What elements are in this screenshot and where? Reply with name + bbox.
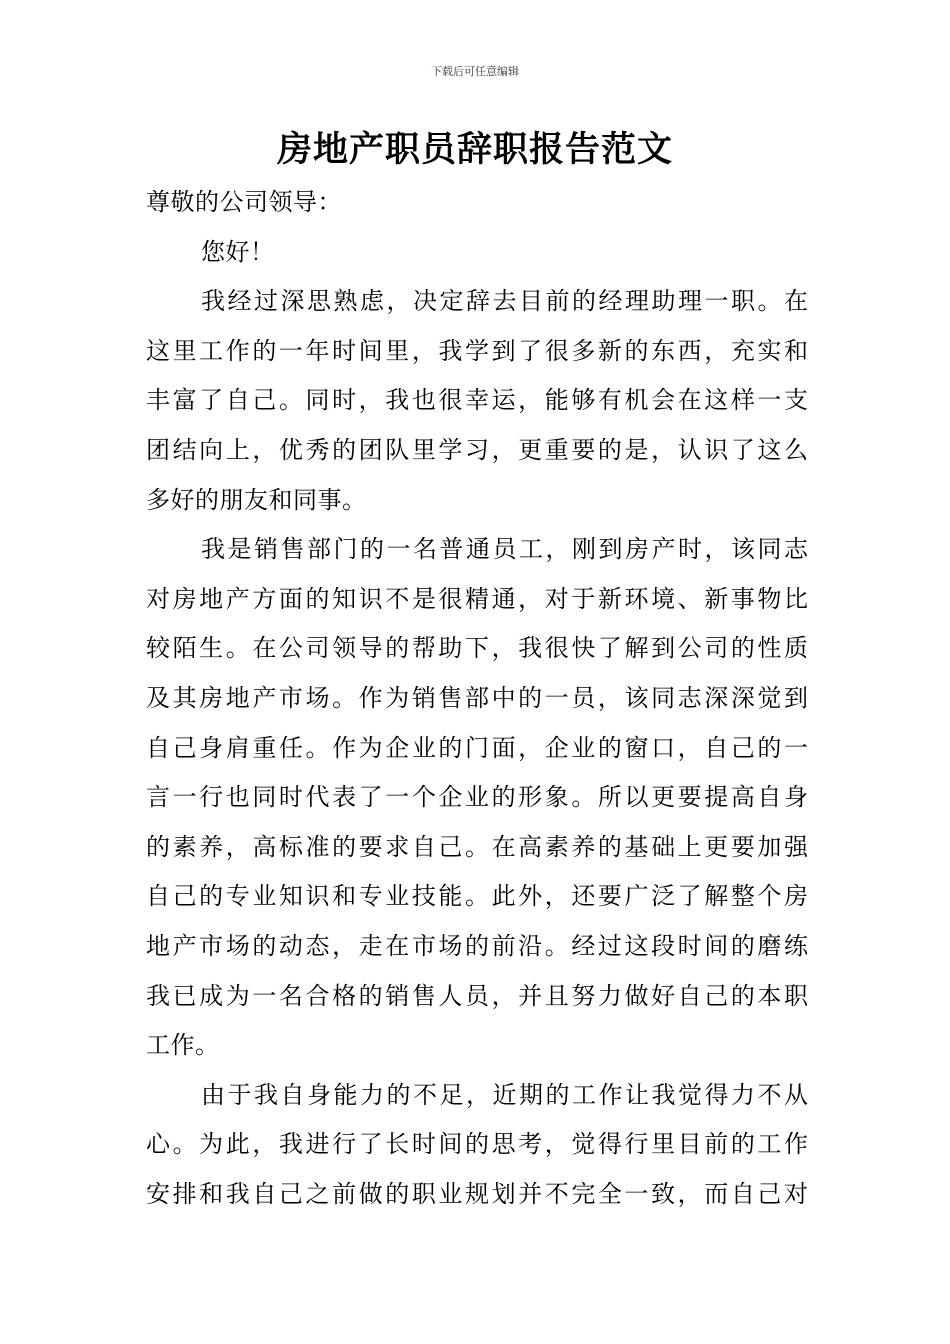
paragraph-line: 由于我自身能力的不足，近期的工作让我觉得力不从 [201, 1080, 808, 1109]
paragraph-line: 较陌生。在公司领导的帮助下，我很快了解到公司的性质 [146, 634, 808, 663]
paragraph-3 [146, 1071, 808, 1220]
paragraph-line: 自己身肩重任。作为企业的门面，企业的窗口，自己的一 [146, 733, 808, 762]
paragraph-line: 丰富了自己。同时，我也很幸运，能够有机会在这样一支 [146, 386, 808, 415]
paragraph-line: 多好的朋友和同事。 [146, 485, 367, 514]
paragraph-line: 心。为此，我进行了长时间的思考，觉得行里目前的工作 [146, 1130, 808, 1159]
paragraph-line: 我是销售部门的一名普通员工，刚到房产时，该同志 [201, 535, 808, 564]
paragraph-line: 及其房地产市场。作为销售部中的一员，该同志深深觉到 [146, 683, 808, 712]
paragraph-2 [146, 525, 808, 1071]
paragraph-line: 的素养，高标准的要求自己。在高素养的基础上更要加强 [146, 832, 808, 861]
paragraph-line: 工作。 [146, 1031, 220, 1060]
document-title: 房地产职员辞职报告范文 [276, 130, 673, 170]
paragraph-line: 言一行也同时代表了一个企业的形象。所以更要提高自身 [146, 783, 808, 812]
salutation: 尊敬的公司领导： [146, 188, 342, 216]
paragraph-line: 我经过深思熟虑，决定辞去目前的经理助理一职。在 [201, 287, 808, 316]
document-body [146, 178, 808, 1219]
paragraph-line: 安排和我自己之前做的职业规划并不完全一致，而自己对 [146, 1179, 808, 1208]
paragraph-line: 地产市场的动态，走在市场的前沿。经过这段时间的磨练 [146, 931, 808, 960]
page-header-note: 下载后可任意编辑 [431, 65, 519, 78]
paragraph-line: 团结向上，优秀的团队里学习，更重要的是，认识了这么 [146, 435, 808, 464]
paragraph-line: 自己的专业知识和专业技能。此外，还要广泛了解整个房 [146, 882, 808, 911]
paragraph-line: 这里工作的一年时间里，我学到了很多新的东西，充实和 [146, 336, 808, 365]
greeting: 您好！ [201, 237, 275, 266]
paragraph-line: 对房地产方面的知识不是很精通，对于新环境、新事物比 [146, 584, 808, 613]
paragraph-1 [146, 277, 808, 525]
paragraph-line: 我已成为一名合格的销售人员，并且努力做好自己的本职 [146, 981, 808, 1010]
